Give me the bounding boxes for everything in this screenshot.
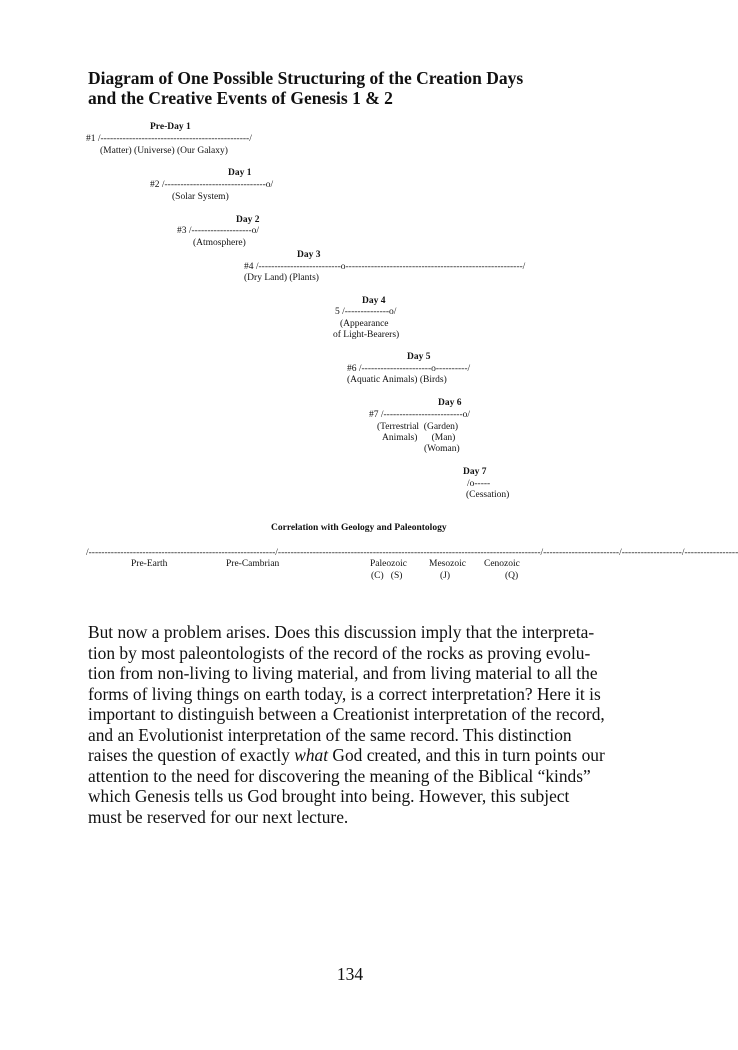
preday-line: #1 /-----------------------------------------------/ bbox=[86, 134, 252, 144]
geology-timeline: /-----------------------------------------------------------/-----------------------------------------------------------------------------------/------------------------/-------------------/----------------- bbox=[86, 548, 738, 558]
day6-label: Day 6 bbox=[438, 398, 462, 408]
day1-events: (Solar System) bbox=[172, 192, 229, 202]
era-paleozoic: Paleozoic bbox=[370, 559, 407, 569]
era-pre-earth: Pre-Earth bbox=[131, 559, 168, 569]
day3-events: (Dry Land) (Plants) bbox=[244, 273, 319, 283]
era-mesozoic: Mesozoic bbox=[429, 559, 466, 569]
day3-label: Day 3 bbox=[297, 250, 321, 260]
day5-label: Day 5 bbox=[407, 352, 431, 362]
day7-label: Day 7 bbox=[463, 467, 487, 477]
paragraph-line: which Genesis tells us God brought into being. However, this subject bbox=[88, 786, 570, 806]
paragraph-line: forms of living things on earth today, is a correct interpretation? Here it is bbox=[88, 683, 601, 704]
paragraph-line: must be reserved for our next lecture. bbox=[88, 806, 349, 827]
paragraph-line: attention to the need for discovering the meaning of the Biblical “kinds” bbox=[88, 765, 591, 786]
day2-line: #3 /-------------------o/ bbox=[177, 226, 260, 236]
paragraph-line: But now a problem arises. Does this discussion imply that the interpreta- bbox=[88, 622, 595, 642]
day7-events: (Cessation) bbox=[466, 490, 510, 500]
day5-line: #6 /----------------------o----------/ bbox=[347, 364, 471, 374]
diagram-title bbox=[88, 68, 648, 108]
era-pre-cambrian: Pre-Cambrian bbox=[226, 559, 280, 569]
title-line-2: and the Creative Events of Genesis 1 & 2 bbox=[88, 88, 393, 108]
day1-line: #2 /--------------------------------o/ bbox=[150, 180, 274, 190]
day2-label: Day 2 bbox=[236, 215, 260, 225]
paleozoic-periods: (C) (S) bbox=[371, 571, 403, 581]
cenozoic-periods: (Q) bbox=[505, 571, 519, 581]
preday-label: Pre-Day 1 bbox=[150, 122, 191, 132]
day7-line: /o----- bbox=[467, 479, 491, 489]
paragraph-text: raises the question of exactly bbox=[88, 745, 295, 765]
correlation-heading: Correlation with Geology and Paleontology bbox=[271, 523, 447, 533]
paragraph-text: God created, and this in turn points our bbox=[328, 745, 605, 765]
day5-events: (Aquatic Animals) (Birds) bbox=[347, 375, 447, 385]
emphasis-what: what bbox=[294, 745, 329, 765]
day6-events-line1: (Terrestrial (Garden) bbox=[377, 422, 459, 432]
title-line-1: Diagram of One Possible Structuring of the Creation Days bbox=[88, 68, 524, 88]
paragraph-line bbox=[88, 745, 648, 766]
page-number: 134 bbox=[336, 964, 364, 984]
era-cenozoic: Cenozoic bbox=[484, 559, 520, 569]
mesozoic-periods: (J) bbox=[440, 571, 451, 581]
day6-events-line2: Animals) (Man) bbox=[382, 433, 456, 443]
day4-line: 5 /--------------o/ bbox=[335, 307, 397, 317]
day4-events-line1: (Appearance bbox=[340, 319, 389, 329]
paragraph-line: and an Evolutionist interpretation of the same record. This distinction bbox=[88, 724, 572, 745]
paragraph-line: tion from non-living to living material, and from living material to all the bbox=[88, 663, 598, 683]
day1-label: Day 1 bbox=[228, 168, 252, 178]
day2-events: (Atmosphere) bbox=[193, 238, 246, 248]
body-paragraph bbox=[88, 622, 648, 827]
day4-events-line2: of Light-Bearers) bbox=[333, 330, 400, 340]
preday-events: (Matter) (Universe) (Our Galaxy) bbox=[100, 146, 228, 156]
day3-line: #4 /--------------------------o--------------------------------------------------------/ bbox=[244, 262, 526, 272]
day4-label: Day 4 bbox=[362, 296, 386, 306]
paragraph-line: important to distinguish between a Creationist interpretation of the record, bbox=[88, 704, 605, 724]
paragraph-line: tion by most paleontologists of the record of the rocks as proving evolu- bbox=[88, 642, 591, 663]
day6-line: #7 /-------------------------o/ bbox=[369, 410, 470, 420]
day6-events-line3: (Woman) bbox=[424, 444, 460, 454]
